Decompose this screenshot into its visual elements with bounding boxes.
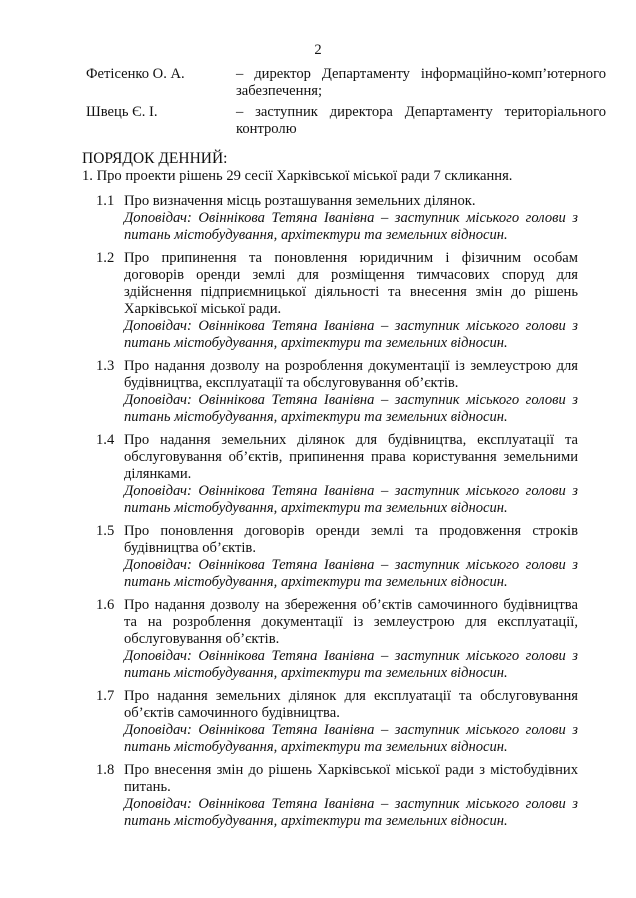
- agenda-item-number: 1.2: [96, 250, 115, 266]
- agenda-item-speaker: Доповідач: Овіннікова Тетяна Іванівна – заступник міського голови з питань містобудування, архітектури та земельних відносин.: [124, 557, 578, 590]
- attendee-role: – заступник директора Департаменту територіального контролю: [236, 104, 606, 137]
- agenda-item: [96, 597, 578, 682]
- agenda-item-text: Про визначення місць розташування земельних ділянок.: [124, 193, 476, 209]
- agenda-item-number: 1.8: [96, 762, 115, 778]
- agenda-section-title: 1. Про проекти рішень 29 сесії Харківської міської ради 7 скликання.: [82, 168, 513, 184]
- page-number: 2: [314, 42, 322, 58]
- agenda-item: [96, 688, 578, 756]
- attendee-role: – директор Департаменту інформаційно-комп’ютерного забезпечення;: [236, 66, 606, 99]
- attendee-name: Швець Є. І.: [86, 104, 158, 120]
- agenda-item-text: Про надання дозволу на розроблення документації із землеустрою для будівництва, експлуатації та обслуговування об’єктів.: [124, 358, 578, 391]
- agenda-item-text: Про припинення та поновлення юридичним і фізичним особам договорів оренди землі для розміщення тимчасових споруд для здійснення підприємницької діяльності та внесення змін до рішень Харківської міської ради.: [124, 250, 578, 317]
- agenda-item-number: 1.6: [96, 597, 115, 613]
- agenda-item-speaker: Доповідач: Овіннікова Тетяна Іванівна – заступник міського голови з питань містобудування, архітектури та земельних відносин.: [124, 796, 578, 829]
- agenda-item-speaker: Доповідач: Овіннікова Тетяна Іванівна – заступник міського голови з питань містобудування, архітектури та земельних відносин.: [124, 318, 578, 351]
- agenda-heading: ПОРЯДОК ДЕННИЙ:: [82, 150, 228, 167]
- agenda-item: [96, 523, 578, 591]
- attendee: [86, 66, 606, 100]
- agenda-item: [96, 193, 578, 244]
- agenda-item-number: 1.5: [96, 523, 115, 539]
- agenda-item-text: Про внесення змін до рішень Харківської міської ради з містобудівних питань.: [124, 762, 578, 795]
- agenda-item-speaker: Доповідач: Овіннікова Тетяна Іванівна – заступник міського голови з питань містобудування, архітектури та земельних відносин.: [124, 648, 578, 681]
- agenda-item-text: Про поновлення договорів оренди землі та продовження строків будівництва об’єктів.: [124, 523, 578, 556]
- agenda-item-number: 1.7: [96, 688, 115, 704]
- agenda-item: [96, 250, 578, 352]
- agenda-item-number: 1.1: [96, 193, 115, 209]
- agenda-items: [96, 193, 578, 836]
- agenda-item: [96, 762, 578, 830]
- agenda-item-speaker: Доповідач: Овіннікова Тетяна Іванівна – заступник міського голови з питань містобудування, архітектури та земельних відносин.: [124, 722, 578, 755]
- agenda-item-speaker: Доповідач: Овіннікова Тетяна Іванівна – заступник міського голови з питань містобудування, архітектури та земельних відносин.: [124, 483, 578, 516]
- attendee-name: Фетісенко О. А.: [86, 66, 185, 82]
- attendee: [86, 104, 606, 138]
- agenda-item-speaker: Доповідач: Овіннікова Тетяна Іванівна – заступник міського голови з питань містобудування, архітектури та земельних відносин.: [124, 392, 578, 425]
- agenda-item: [96, 358, 578, 426]
- agenda-item: [96, 432, 578, 517]
- agenda-item-text: Про надання дозволу на збереження об’єктів самочинного будівництва та на розроблення документації із землеустрою для експлуатації, обслуговування об’єктів.: [124, 597, 578, 647]
- agenda-item-number: 1.3: [96, 358, 115, 374]
- agenda-item-number: 1.4: [96, 432, 115, 448]
- agenda-item-text: Про надання земельних ділянок для будівництва, експлуатації та обслуговування об’єктів, припинення права користування земельними ділянками.: [124, 432, 578, 482]
- agenda-item-text: Про надання земельних ділянок для експлуатації та обслуговування об’єктів самочинного будівництва.: [124, 688, 578, 721]
- agenda-item-speaker: Доповідач: Овіннікова Тетяна Іванівна – заступник міського голови з питань містобудування, архітектури та земельних відносин.: [124, 210, 578, 243]
